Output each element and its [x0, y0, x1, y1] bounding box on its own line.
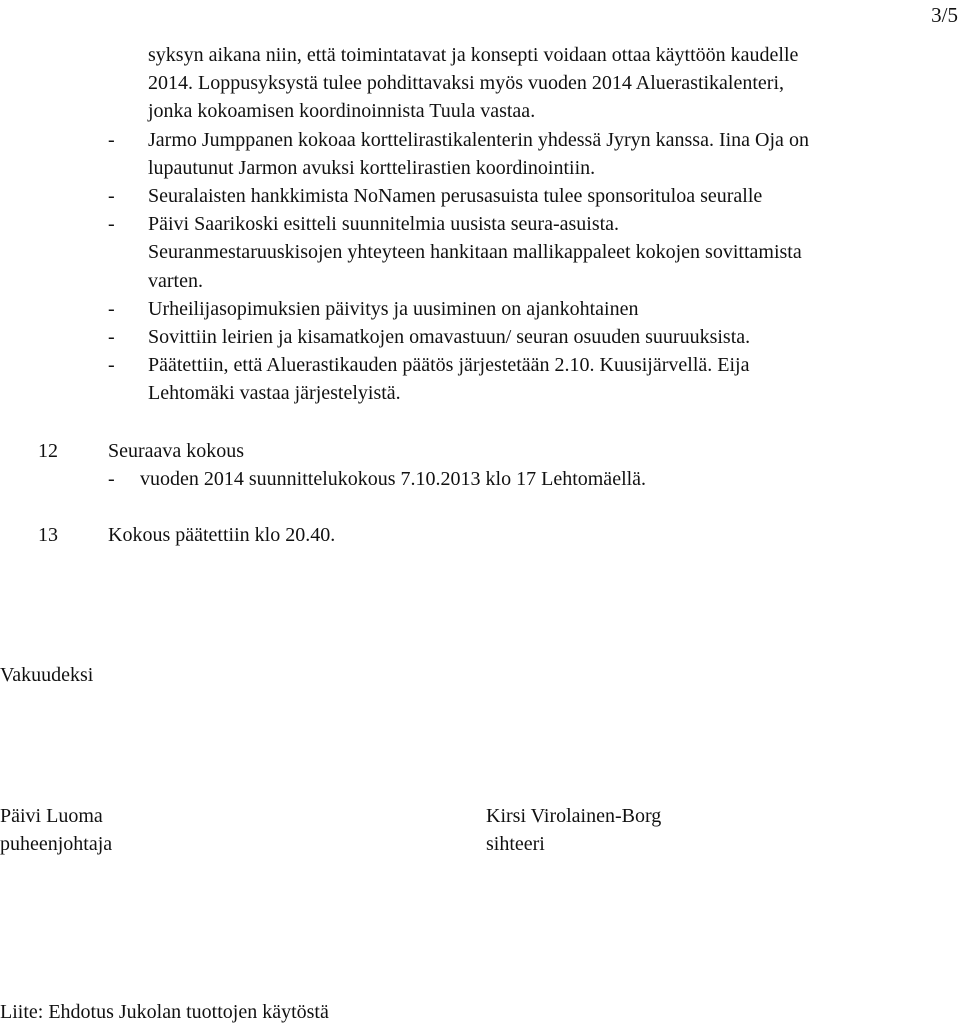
- bullet-dash: -: [108, 354, 115, 376]
- section-12-bullet: vuoden 2014 suunnittelukokous 7.10.2013 klo 17 Lehtomäellä.: [140, 468, 647, 490]
- bullet-text: Päivi Saarikoski esitteli suunnitelmia uusista seura-asuista.: [148, 213, 620, 235]
- page-number: 3/5: [931, 3, 958, 27]
- section-12-number: 12: [38, 440, 58, 462]
- section-12-title: Seuraava kokous: [108, 440, 245, 462]
- body-line: Lehtomäki vastaa järjestelyistä.: [148, 382, 401, 404]
- vakuudeksi-label: Vakuudeksi: [0, 664, 94, 686]
- bullet-text: Sovittiin leirien ja kisamatkojen omavastuun/ seuran osuuden suuruuksista.: [148, 326, 751, 348]
- bullet-dash: -: [108, 129, 115, 151]
- bullet-text: Päätettiin, että Aluerastikauden päätös järjestetään 2.10. Kuusijärvellä. Eija: [148, 354, 750, 376]
- body-line: varten.: [148, 270, 203, 292]
- section-13-number: 13: [38, 524, 58, 546]
- section-12-dash: -: [108, 468, 115, 490]
- signature-secretary-name: Kirsi Virolainen-Borg: [486, 805, 662, 827]
- bullet-dash: -: [108, 185, 115, 207]
- body-line: Seuranmestaruuskisojen yhteyteen hankitaan mallikappaleet kokojen sovittamista: [148, 241, 802, 263]
- signature-chair-role: puheenjohtaja: [0, 833, 113, 855]
- body-line: 2014. Loppusyksystä tulee pohdittavaksi myös vuoden 2014 Aluerastikalenteri,: [148, 72, 785, 94]
- signature-secretary-role: sihteeri: [486, 833, 545, 855]
- bullet-dash: -: [108, 326, 115, 348]
- body-line: syksyn aikana niin, että toimintatavat ja konsepti voidaan ottaa käyttöön kaudelle: [148, 44, 799, 66]
- bullet-text: Urheilijasopimuksien päivitys ja uusiminen on ajankohtainen: [148, 298, 639, 320]
- section-13-title: Kokous päätettiin klo 20.40.: [108, 524, 336, 546]
- bullet-dash: -: [108, 213, 115, 235]
- bullet-text: Seuralaisten hankkimista NoNamen perusasuista tulee sponsorituloa seuralle: [148, 185, 763, 207]
- bullet-dash: -: [108, 298, 115, 320]
- bullet-text: Jarmo Jumppanen kokoaa korttelirastikalenterin yhdessä Jyryn kanssa. Iina Oja on: [148, 129, 809, 151]
- signature-chair-name: Päivi Luoma: [0, 805, 103, 827]
- attachment-note: Liite: Ehdotus Jukolan tuottojen käytöstä: [0, 1001, 329, 1023]
- body-line: lupautunut Jarmon avuksi korttelirastien koordinointiin.: [148, 157, 596, 179]
- body-line: jonka kokoamisen koordinoinnista Tuula vastaa.: [148, 100, 536, 122]
